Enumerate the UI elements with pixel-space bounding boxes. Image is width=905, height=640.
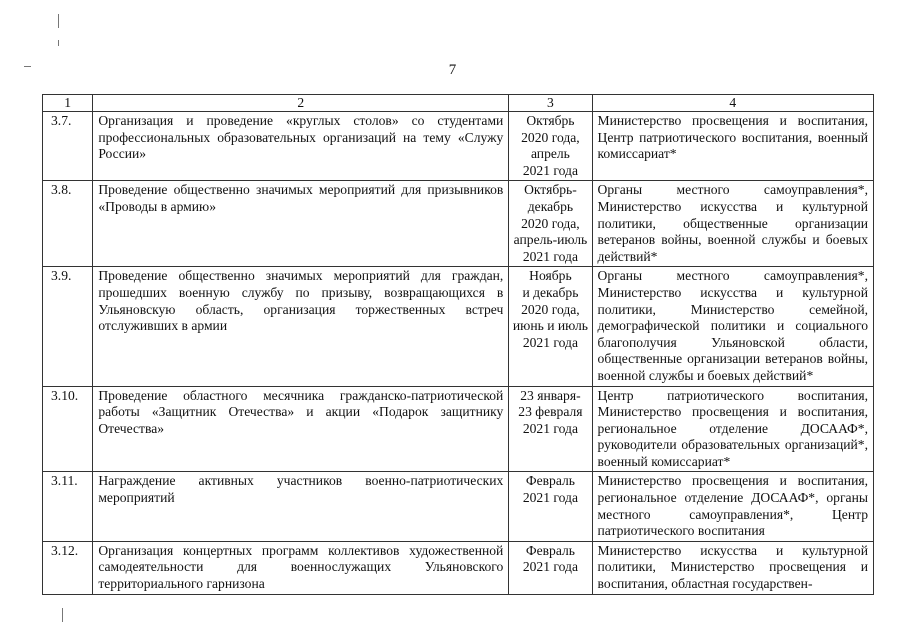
column-header: 1 bbox=[43, 95, 93, 112]
item-number: 3.12. bbox=[43, 541, 93, 594]
event-description: Организация и проведение «круглых столов» со студентами профессиональных образовательных организаций на тему «Служу России» bbox=[93, 112, 509, 181]
item-number: 3.8. bbox=[43, 181, 93, 267]
event-description: Проведение общественно значимых мероприятий для призывников «Проводы в армию» bbox=[93, 181, 509, 267]
scan-artifact bbox=[58, 14, 59, 28]
scan-artifact bbox=[58, 40, 59, 46]
event-dates: Февраль 2021 года bbox=[509, 472, 592, 541]
event-executors: Органы местного самоуправления*, Министерство искусства и культурной политики, Министерство семейной, демографической политики и социального благополучия Ульяновской области, общественные организации ветеранов войны, военной службы и боевых действий* bbox=[592, 267, 873, 386]
scan-artifact bbox=[62, 608, 63, 622]
event-executors: Министерство просвещения и воспитания, Центр патриотического воспитания, военный комиссариат* bbox=[592, 112, 873, 181]
event-executors: Центр патриотического воспитания, Министерство просвещения и воспитания, региональное отделение ДОСААФ*, руководители образовательных организаций*, военный комиссариат* bbox=[592, 386, 873, 472]
event-dates: 23 января- 23 февраля 2021 года bbox=[509, 386, 592, 472]
event-executors: Министерство просвещения и воспитания, региональное отделение ДОСААФ*, органы местного самоуправления*, Центр патриотического воспитания bbox=[592, 472, 873, 541]
event-executors: Министерство искусства и культурной политики, Министерство просвещения и воспитания, областная государствен- bbox=[592, 541, 873, 594]
event-description: Проведение общественно значимых мероприятий для граждан, прошедших военную службу по призыву, возвращающихся в Ульяновскую область, организация торжественных встреч отслуживших в армии bbox=[93, 267, 509, 386]
event-dates: Ноябрь и декабрь 2020 года, июнь и июль 2021 года bbox=[509, 267, 592, 386]
events-table bbox=[42, 94, 874, 595]
column-header: 2 bbox=[93, 95, 509, 112]
column-header: 3 bbox=[509, 95, 592, 112]
table-row bbox=[43, 472, 874, 541]
page-number: 7 bbox=[448, 62, 457, 78]
item-number: 3.11. bbox=[43, 472, 93, 541]
table-row bbox=[43, 181, 874, 267]
event-description: Проведение областного месячника гражданско-патриотической работы «Защитник Отечества» и акции «Подарок защитнику Отечества» bbox=[93, 386, 509, 472]
table-row bbox=[43, 386, 874, 472]
table-row bbox=[43, 267, 874, 386]
table-row bbox=[43, 541, 874, 594]
table-row bbox=[43, 112, 874, 181]
event-executors: Органы местного самоуправления*, Министерство искусства и культурной политики, общественные организации ветеранов войны, военной службы и боевых действий* bbox=[592, 181, 873, 267]
item-number: 3.10. bbox=[43, 386, 93, 472]
column-header: 4 bbox=[592, 95, 873, 112]
event-dates: Октябрь 2020 года, апрель 2021 года bbox=[509, 112, 592, 181]
item-number: 3.7. bbox=[43, 112, 93, 181]
event-description: Организация концертных программ коллективов художественной самодеятельности для военнослужащих Ульяновского территориального гарнизона bbox=[93, 541, 509, 594]
item-number: 3.9. bbox=[43, 267, 93, 386]
event-description: Награждение активных участников военно-патриотических мероприятий bbox=[93, 472, 509, 541]
event-dates: Октябрь- декабрь 2020 года, апрель-июль 2021 года bbox=[509, 181, 592, 267]
event-dates: Февраль 2021 года bbox=[509, 541, 592, 594]
table-header-row bbox=[43, 95, 874, 112]
